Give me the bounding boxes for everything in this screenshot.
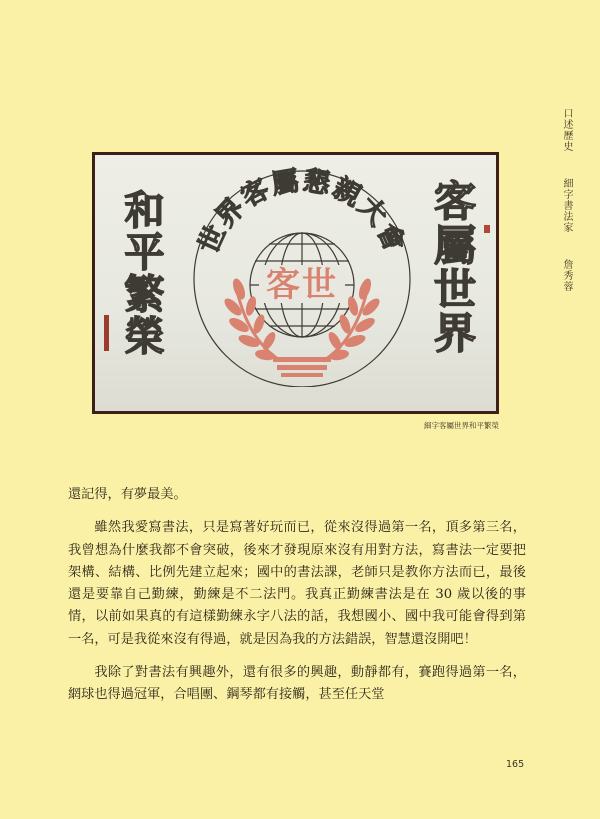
- running-header-chapter: 細字書法家: [561, 178, 572, 234]
- running-header: [559, 108, 574, 338]
- running-header-author: 詹秀蓉: [561, 259, 572, 293]
- running-header-series: 口述歷史: [561, 108, 572, 152]
- paragraph-2: 雖然我愛寫書法，只是寫著好玩而已，從來沒得過第一名，頂多第三名，我曾想為什麼我都不會突破，後來才發現原來沒有用對方法，寫書法一定要把架構、結構、比例先建立起來；國中的書法課，老師只是教你方法而已，最後還是要靠自己勤練，勤練是不二法門。我真正勤練書法是在 30 歲以後的事情，以前如果真的有這樣勤練永字八法的話，我想國小、國中我可能會得到第一名，可是我從來沒有得過，就是因為我的方法錯誤，智慧還沒開吧！: [68, 520, 526, 647]
- seal-stamp-small: [484, 225, 490, 233]
- right-inscription: 客屬世界: [428, 179, 477, 355]
- association-emblem: [189, 161, 415, 387]
- calligraphy-photo: [92, 152, 499, 414]
- ribbon-icon: [273, 357, 331, 377]
- calligraphy-scroll: [95, 155, 496, 411]
- page-number: 165: [506, 759, 525, 770]
- emblem-ring-text: 世界客屬懇親大會: [193, 165, 411, 259]
- emblem-center-text: 客世: [266, 265, 338, 305]
- left-inscription: 和平繁榮: [118, 189, 165, 357]
- paragraph-1: 還記得，有夢最美。: [68, 487, 187, 502]
- figure-caption: 細字客屬世界和平繁榮: [424, 421, 499, 430]
- article-body: [68, 484, 526, 707]
- seal-stamp: [104, 315, 109, 351]
- paragraph-3: 我除了對書法有興趣外，還有很多的興趣，動靜都有，賽跑得過第一名，網球也得過冠軍，合唱團、鋼琴都有接觸，甚至任天堂: [68, 665, 526, 703]
